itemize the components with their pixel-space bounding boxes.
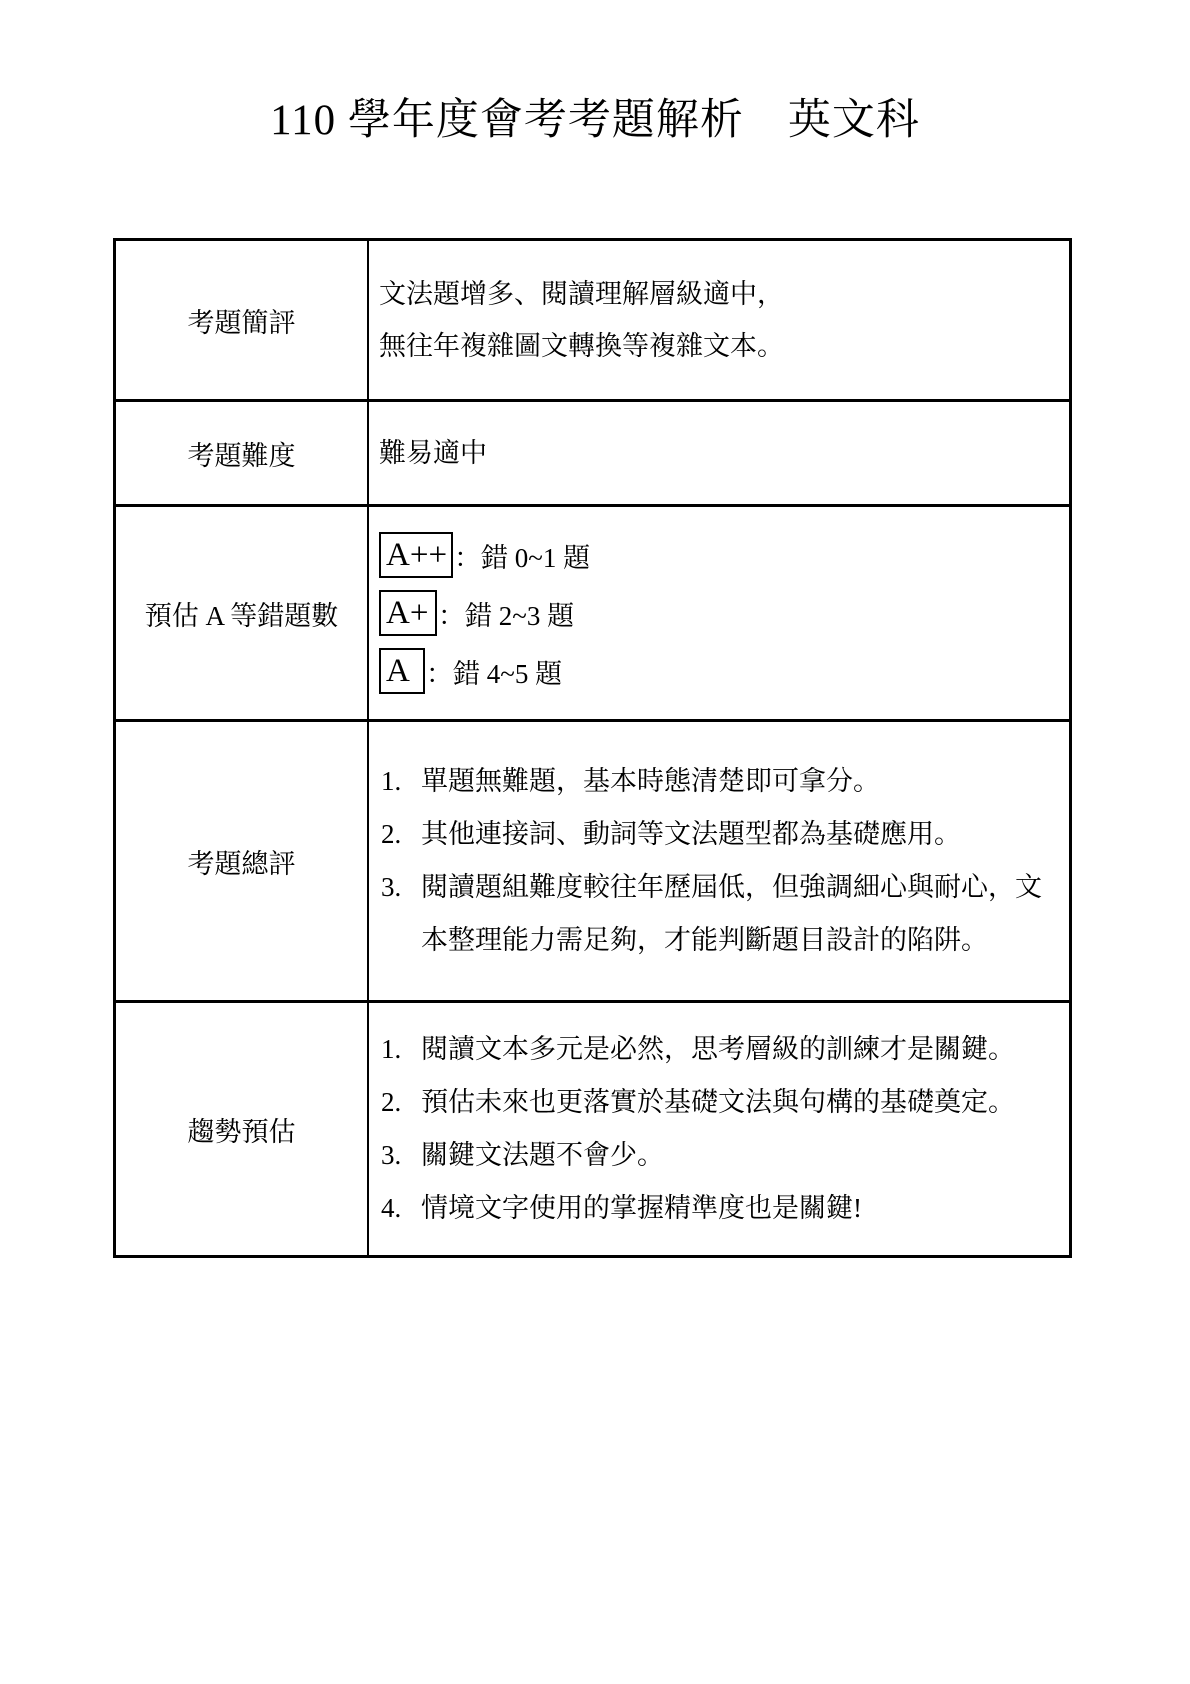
grade-badge-a: A — [379, 648, 425, 694]
table-row-difficulty — [116, 399, 1069, 504]
row-label-difficulty: 考題難度 — [116, 402, 369, 504]
row-content-difficulty — [369, 402, 1069, 504]
table-row-grades — [116, 504, 1069, 719]
row-content-trend — [369, 1003, 1069, 1255]
table-row-overall — [116, 719, 1069, 1000]
grade-line-app-plus — [379, 526, 1065, 584]
overall-item-3: 閱讀題組難度較往年歷屆低，但強調細心與耐心，文本整理能力需足夠，才能判斷題目設計的陷阱。 — [421, 872, 1042, 955]
exam-analysis-table — [113, 238, 1072, 1258]
grade-line-a — [379, 642, 1065, 700]
page-title: 110 學年度會考考題解析 英文科 — [270, 97, 920, 144]
overall-item-1: 單題無難題，基本時態清楚即可拿分。 — [421, 766, 880, 796]
overall-comment-list — [379, 755, 1065, 967]
table-row-trend — [116, 1000, 1069, 1255]
difficulty-text: 難易適中 — [379, 438, 487, 468]
grade-badge-a-plus: A+ — [379, 590, 437, 636]
overall-item-2: 其他連接詞、動詞等文法題型都為基礎應用。 — [421, 819, 961, 849]
trend-item-1: 閱讀文本多元是必然，思考層級的訓練才是關鍵。 — [421, 1034, 1015, 1064]
table-row-brief — [116, 241, 1069, 399]
row-content-brief — [369, 241, 1069, 399]
row-label-brief: 考題簡評 — [116, 241, 369, 399]
row-label-overall: 考題總評 — [116, 722, 369, 1000]
grade-desc-a-plus-plus: ：錯 0~1 題 — [454, 542, 591, 573]
grade-desc-a-plus: ：錯 2~3 題 — [438, 600, 575, 631]
grade-desc-a: ：錯 4~5 題 — [426, 658, 563, 689]
row-content-grades — [369, 507, 1069, 719]
brief-line-1: 文法題增多、閱讀理解層級適中， — [379, 279, 784, 309]
trend-item-2: 預估未來也更落實於基礎文法與句構的基礎奠定。 — [421, 1087, 1015, 1117]
grade-badge-a-plus-plus: A++ — [379, 532, 453, 578]
row-label-grades: 預估 A 等錯題數 — [116, 507, 369, 719]
trend-item-4: 情境文字使用的掌握精準度也是關鍵! — [421, 1193, 862, 1223]
brief-line-2: 無往年複雜圖文轉換等複雜文本。 — [379, 331, 784, 361]
trend-forecast-list — [379, 1023, 1065, 1235]
trend-item-3: 關鍵文法題不會少。 — [421, 1140, 664, 1170]
row-content-overall — [369, 722, 1069, 1000]
grade-line-a-plus — [379, 584, 1065, 642]
row-label-trend: 趨勢預估 — [116, 1003, 369, 1255]
